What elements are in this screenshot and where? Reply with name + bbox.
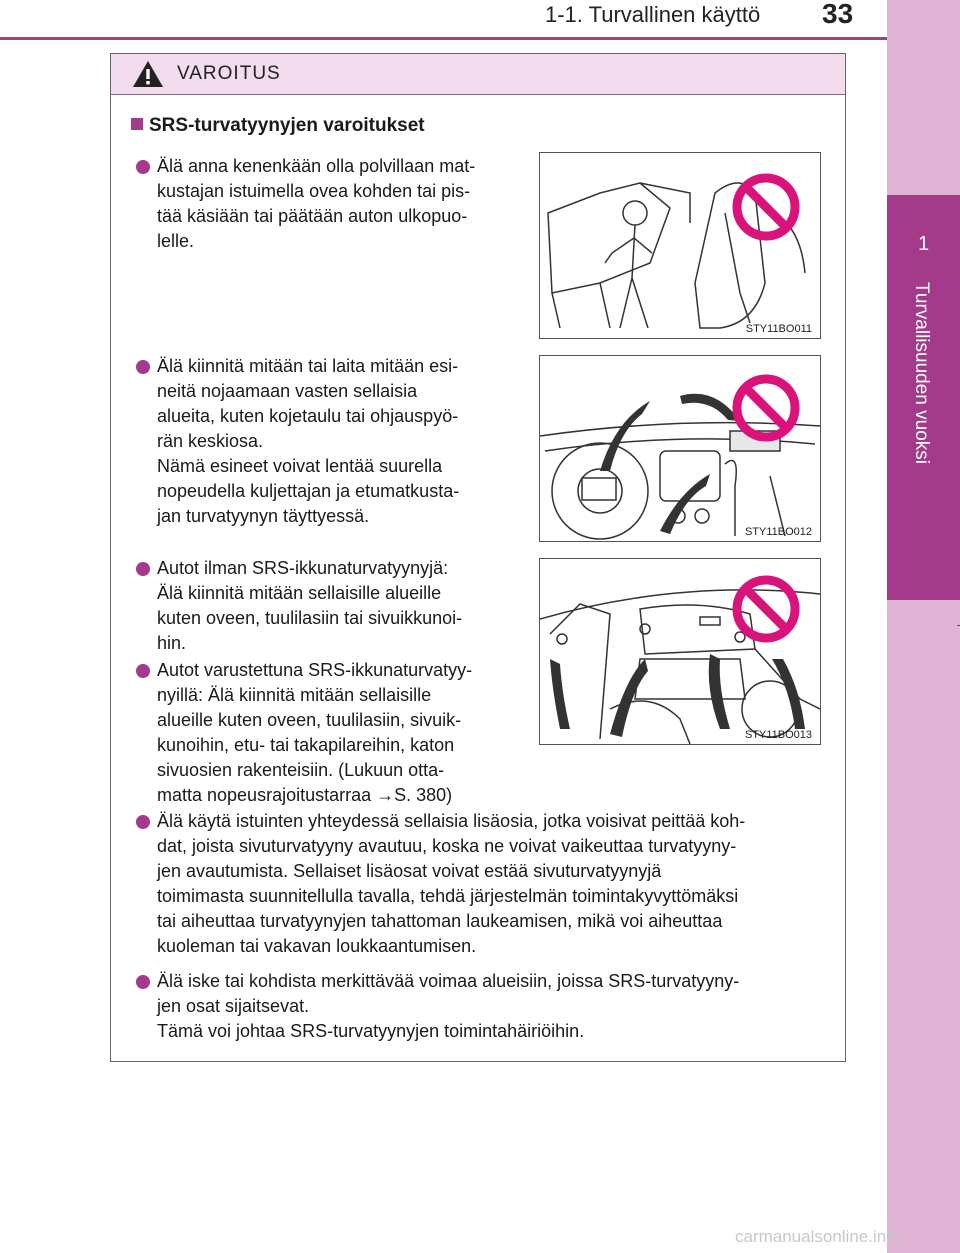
bullet-dot-icon	[136, 360, 150, 374]
bullet-text: Autot ilman SRS-ikkunaturvatyynyjä: Älä kiinnitä mitään sellaisille alueille kuten oveen, tuulilasiin tai sivuikkunoi- hin.	[157, 558, 463, 653]
prohibition-icon	[730, 573, 802, 645]
chapter-side-tab	[887, 0, 960, 1253]
figure-code: STY11BO011	[745, 323, 812, 335]
section-title-text: SRS-turvatyynyjen varoitukset	[149, 115, 425, 136]
bullet-dot-icon	[136, 664, 150, 678]
bullet-text: Älä käytä istuinten yhteydessä sellaisia lisäosia, jotka voisivat peittää koh- dat, joista sivuturvatyyny avautuu, koska ne voivat vaikeuttaa turvatyyny- jen avautumista. Sellaiset lisäosat voivat estää sivuturvatyynyjä toimimasta suunnitellulla tavalla, tehdä järjestelmän toimintakyvyttömäksi tai aiheuttaa turvatyynyjen tahattoman laukeamisen, mikä voi aiheuttaa kuoleman tai vakavan loukkaantumisen.	[157, 811, 746, 956]
warning-box	[110, 53, 846, 1062]
bullet-dot-icon	[136, 160, 150, 174]
bullet-dot-icon	[136, 815, 150, 829]
list-item	[157, 969, 827, 1044]
bullet-text: Älä kiinnitä mitään tai laita mitään esi- neitä nojaamaan vasten sellaisia alueita, kuten kojetaulu tai ohjauspyö- rän keskiosa. Nämä esineet voivat lentää suurella nopeudella kuljettajan ja etumatkusta- jan turvatyynyn täyttyessä.	[157, 356, 460, 526]
square-bullet-icon	[131, 118, 143, 130]
prohibition-icon	[730, 372, 802, 444]
header-section-title: 1-1. Turvallinen käyttö	[545, 2, 761, 27]
section-title	[131, 115, 425, 137]
list-item	[157, 154, 519, 254]
list-item	[157, 354, 519, 529]
header-rule	[0, 37, 887, 40]
chapter-number: 1	[917, 233, 930, 255]
footer-watermark[interactable]: carmanualsonline.info	[735, 1227, 901, 1246]
warning-header	[111, 54, 845, 95]
list-item	[157, 809, 827, 959]
chapter-label: Turvallisuuden vuoksi	[911, 282, 932, 464]
bullet-text: Älä anna kenenkään olla polvillaan mat- kustajan istuimella ovea kohden tai pis- tää käsiään tai päätään auton ulkopuo- lelle.	[157, 156, 476, 251]
figure-window-objects	[539, 558, 821, 745]
list-item	[157, 658, 519, 808]
list-item	[157, 556, 519, 656]
bullet-text: Autot varustettuna SRS-ikkunaturvatyy- nyillä: Älä kiinnitä mitään sellaisille alueille kuten oveen, tuulilasiin, sivuik- kunoihin, etu- tai takapilareihin, katon sivuosien rakenteisiin. (Lukuun otta- matta nopeusrajoitustarraa →S. 380)	[157, 660, 473, 805]
warning-triangle-icon	[131, 59, 165, 89]
chapter-label-wrap	[880, 282, 960, 582]
bullet-dot-icon	[136, 562, 150, 576]
figure-kneeling-passenger	[539, 152, 821, 339]
bullet-dot-icon	[136, 975, 150, 989]
warning-label: VAROITUS	[177, 63, 281, 84]
page-number: 33	[822, 0, 854, 29]
bullet-text: Älä iske tai kohdista merkittävää voimaa alueisiin, joissa SRS-turvatyyny- jen osat sijaitsevat. Tämä voi johtaa SRS-turvatyynyjen toimintahäiriöihin.	[157, 971, 740, 1041]
figure-code: STY11BO012	[744, 526, 812, 538]
prohibition-icon	[730, 171, 802, 243]
figure-dashboard-objects	[539, 355, 821, 542]
figure-code: STY11BO013	[744, 729, 812, 741]
